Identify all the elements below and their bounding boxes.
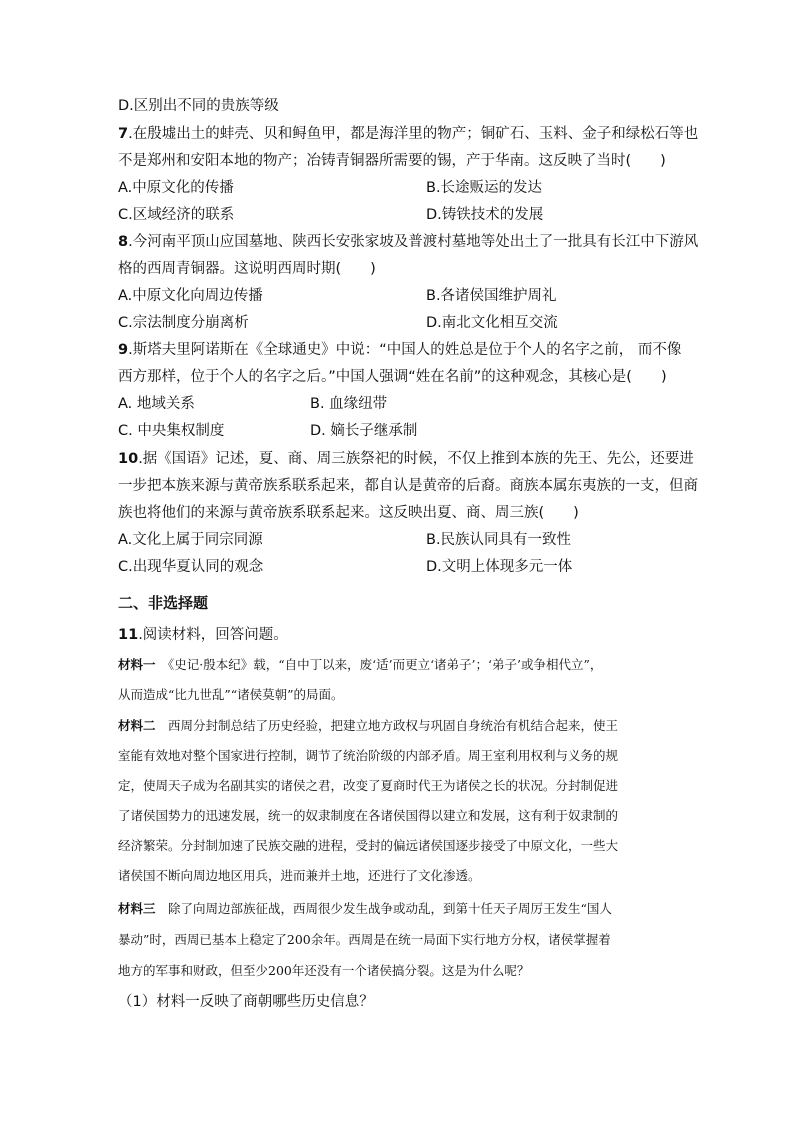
q7-option-d: D.铸铁技术的发展 [426, 207, 544, 223]
q9-text-1: .斯塔夫里阿诺斯在《全球通史》中说：“中国人的姓总是位于个人的名字之前， 而不像 [128, 342, 682, 358]
q7-option-b: B.长途贩运的发达 [426, 180, 543, 196]
q8-stem-line1 [118, 232, 698, 252]
q7-text-1: .在殷墟出土的蚌壳、贝和鲟鱼甲，都是海洋里的物产；铜矿石、玉料、金子和绿松石等也 [128, 126, 699, 142]
q7-option-a: A.中原文化的传播 [118, 180, 234, 196]
q10-option-a: A.文化上属于同宗同源 [118, 532, 263, 548]
q9-number: 9 [118, 342, 129, 358]
q8-number: 8 [118, 234, 129, 250]
q9-option-c: C. 中央集权制度 [118, 423, 225, 439]
material-2-line5: 经济繁荣。分封制加速了民族交融的进程，受封的偏远诸侯国逐步接受了中原文化，一些大 [118, 838, 619, 853]
q10-text-1: .据《国语》记述，夏、商、周三族祭祀的时候，不仅上推到本族的先王、先公，还要进 [138, 451, 694, 467]
q9-option-b: B. 血缘纽带 [310, 396, 388, 412]
q6-option-d: D.区别出不同的贵族等级 [118, 98, 279, 114]
section-title: 二、非选择题 [118, 594, 209, 612]
material-3-line2: 暴动”时，西周已基本上稳定了200余年。西周是在统一局面下实行地方分权，诸侯掌握着 [118, 932, 611, 947]
material-1-text-1: 《史记·殷本纪》载，“自中丁以来，废‘适’而更立‘诸弟子’；‘弟子’或争相代立”， [155, 657, 603, 672]
material-3-text-1: 除了向周边部族征战，西周很少发生战争或动乱，到第十任天子周厉王发生“国人 [155, 901, 612, 916]
q11-intro-text: .阅读材料，回答问题。 [138, 627, 288, 643]
q7-option-c: C.区域经济的联系 [118, 207, 235, 223]
q9-stem-line2: 西方那样，位于个人的名字之后。”中国人强调“姓在名前”的这种观念，其核心是( ) [118, 369, 667, 385]
material-1-label: 材料一 [118, 657, 156, 672]
q8-option-a: A.中原文化向周边传播 [118, 288, 263, 304]
q10-option-b: B.民族认同具有一致性 [426, 532, 572, 548]
q9-stem-line1 [118, 340, 681, 360]
material-2-line6: 诸侯国不断向周边地区用兵，进而兼并土地，还进行了文化渗透。 [118, 868, 481, 883]
material-2-line4: 了诸侯国势力的迅速发展，统一的奴隶制度在各诸侯国得以建立和发展，这有利于奴隶制的 [118, 808, 619, 823]
material-2-line2: 室能有效地对整个国家进行控制，调节了统治阶级的内部矛盾。周王室利用权利与义务的规 [118, 748, 619, 763]
material-1-line1 [118, 655, 602, 675]
q11-number: 11 [118, 627, 139, 643]
material-2-label: 材料二 [118, 718, 156, 733]
q8-option-d: D.南北文化相互交流 [426, 315, 558, 331]
material-2-line3: 定，使周天子成为名副其实的诸侯之君，改变了夏商时代王为诸侯之长的状况。分封制促进 [118, 778, 619, 793]
q7-stem-line1 [118, 124, 698, 144]
q7-number: 7 [118, 126, 129, 142]
material-1-line2: 从而造成“比九世乱”“诸侯莫朝”的局面。 [118, 687, 344, 702]
q11-sub-question-1: （1）材料一反映了商朝哪些历史信息？ [118, 994, 374, 1010]
material-3-line3: 地方的军事和财政，但至少200年还没有一个诸侯搞分裂。这是为什么呢？ [118, 963, 530, 978]
material-2-text-1: 西周分封制总结了历史经验，把建立地方政权与巩固自身统治有机结合起来，使王 [155, 718, 619, 733]
q10-option-d: D.文明上体现多元一体 [426, 559, 573, 575]
material-2-line1 [118, 716, 618, 736]
q11-intro [118, 625, 288, 645]
q8-option-b: B.各诸侯国维护周礼 [426, 288, 557, 304]
q9-option-d: D. 嫡长子继承制 [310, 423, 418, 439]
q8-stem-line2: 格的西周青铜器。这说明西周时期( ) [118, 261, 376, 277]
material-3-line1 [118, 899, 612, 919]
q9-option-a: A. 地域关系 [118, 396, 195, 412]
material-3-label: 材料三 [118, 901, 156, 916]
q10-stem-line3: 族也将他们的来源与黄帝族系联系起来。这反映出夏、商、周三族( ) [118, 505, 579, 521]
q10-number: 10 [118, 451, 139, 467]
q10-option-c: C.出现华夏认同的观念 [118, 559, 264, 575]
q10-stem-line1 [118, 449, 694, 469]
q10-stem-line2: 一步把本族来源与黄帝族系联系起来，都自认是黄帝的后裔。商族本属东夷族的一支，但商 [118, 478, 698, 494]
q7-stem-line2: 不是郑州和安阳本地的物产；冶铸青铜器所需要的锡，产于华南。这反映了当时( ) [118, 153, 666, 169]
q8-option-c: C.宗法制度分崩离析 [118, 315, 249, 331]
q8-text-1: .今河南平顶山应国墓地、陕西长安张家坡及普渡村墓地等处出土了一批具有长江中下游风 [128, 234, 699, 250]
